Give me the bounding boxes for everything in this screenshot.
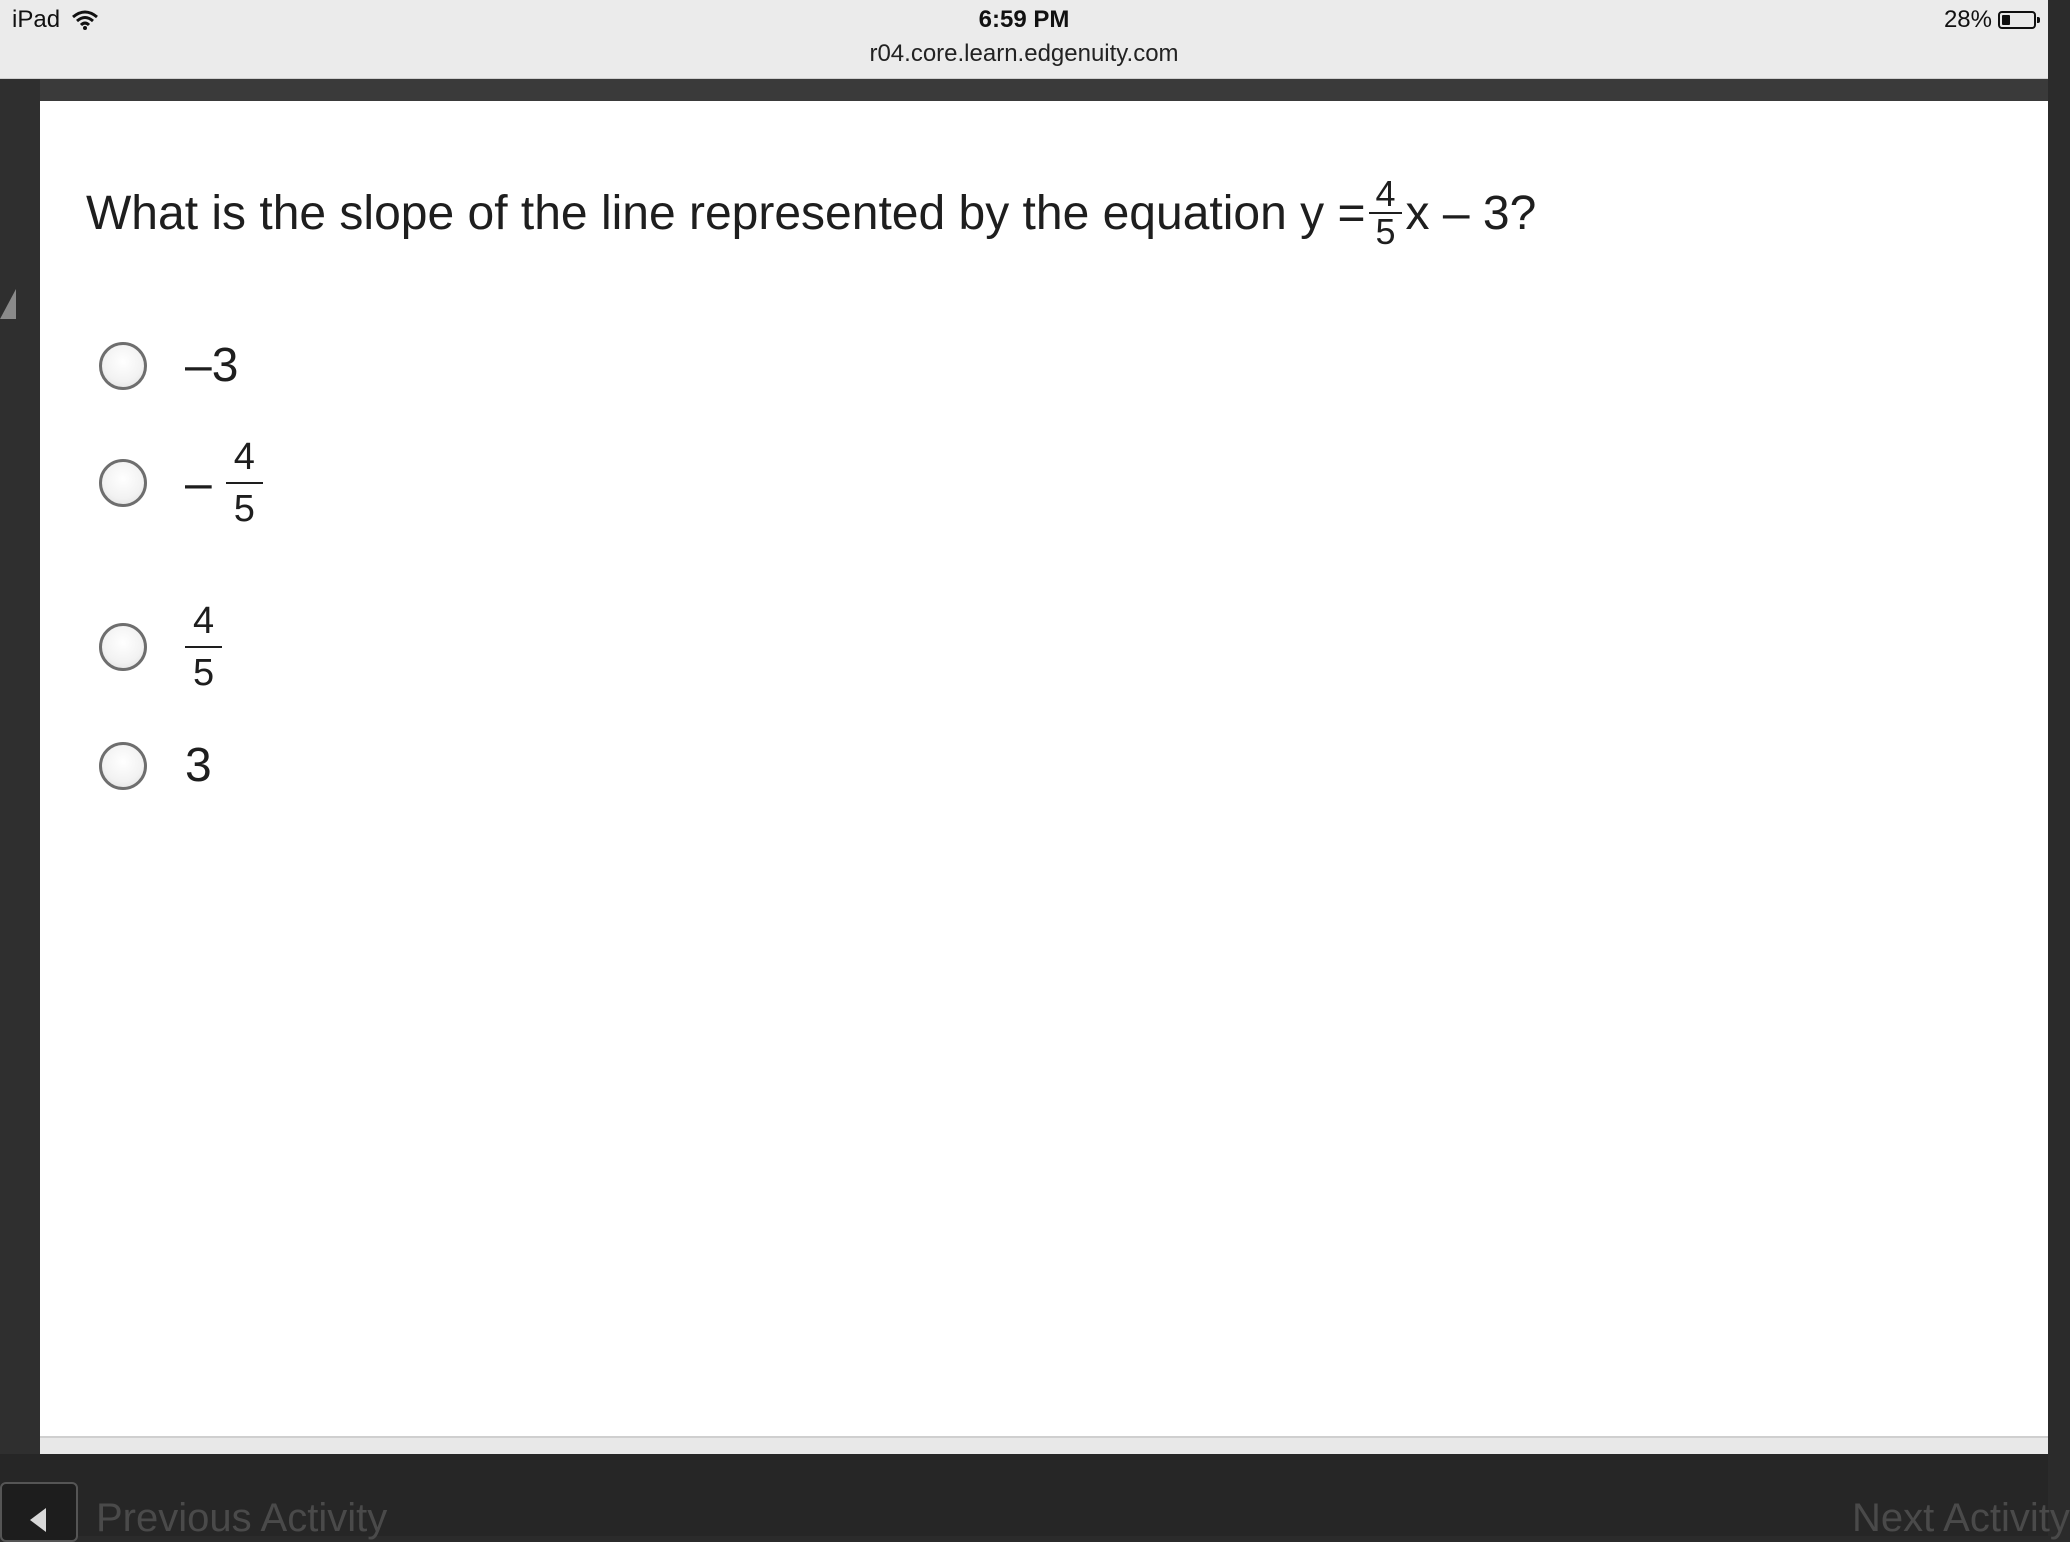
question-text	[86, 173, 1537, 252]
left-arrow-icon	[30, 1508, 46, 1532]
answer-option-c[interactable]	[99, 600, 222, 694]
option-c-numerator: 4	[193, 600, 215, 642]
rail-notch	[0, 289, 16, 319]
address-bar-url[interactable]: r04.core.learn.edgenuity.com	[869, 40, 1179, 67]
option-b-fraction	[226, 436, 263, 530]
panel-bottom-rule	[40, 1436, 2048, 1454]
option-a-label[interactable]	[185, 338, 238, 393]
previous-activity-label[interactable]: Previous Activity	[96, 1496, 388, 1540]
status-right	[1944, 6, 2036, 34]
device-name: iPad	[12, 6, 61, 33]
option-a-text: –3	[185, 339, 239, 392]
answer-option-a[interactable]	[99, 338, 238, 393]
option-c-denominator: 5	[185, 646, 222, 694]
left-rail	[0, 79, 40, 1456]
battery-fill	[2002, 15, 2010, 25]
option-b-label[interactable]	[185, 436, 263, 530]
question-suffix: x – 3?	[1405, 186, 1537, 240]
option-c-label[interactable]	[185, 600, 222, 694]
battery-percent: 28%	[1943, 6, 1992, 33]
option-b-numerator: 4	[233, 436, 255, 478]
ios-status-bar	[0, 0, 2048, 79]
answer-option-d[interactable]	[99, 738, 212, 793]
question-fraction-numerator: 4	[1375, 173, 1396, 214]
next-activity-label[interactable]: Next Activity	[1852, 1496, 2070, 1540]
radio-button-c[interactable]	[99, 623, 147, 671]
option-b-minus: –	[185, 456, 212, 510]
option-d-label[interactable]	[185, 738, 212, 793]
answer-option-b[interactable]	[99, 436, 263, 530]
question-prefix: What is the slope of the line represented by the equation y =	[86, 186, 1366, 240]
frame-top-strip	[0, 79, 2048, 101]
radio-button-a[interactable]	[99, 342, 147, 390]
previous-activity-button[interactable]	[0, 1482, 78, 1542]
activity-navigation-bar	[0, 1454, 2070, 1540]
radio-button-d[interactable]	[99, 742, 147, 790]
question-panel	[40, 101, 2048, 1436]
option-c-fraction	[185, 600, 222, 694]
option-b-denominator: 5	[226, 482, 263, 530]
option-d-text: 3	[185, 739, 212, 792]
battery-tip	[2037, 17, 2040, 23]
question-fraction-denominator: 5	[1369, 212, 1401, 250]
status-time: 6:59 PM	[978, 6, 1070, 33]
question-fraction	[1369, 173, 1401, 252]
radio-button-b[interactable]	[99, 459, 147, 507]
battery-icon	[1998, 11, 2036, 29]
